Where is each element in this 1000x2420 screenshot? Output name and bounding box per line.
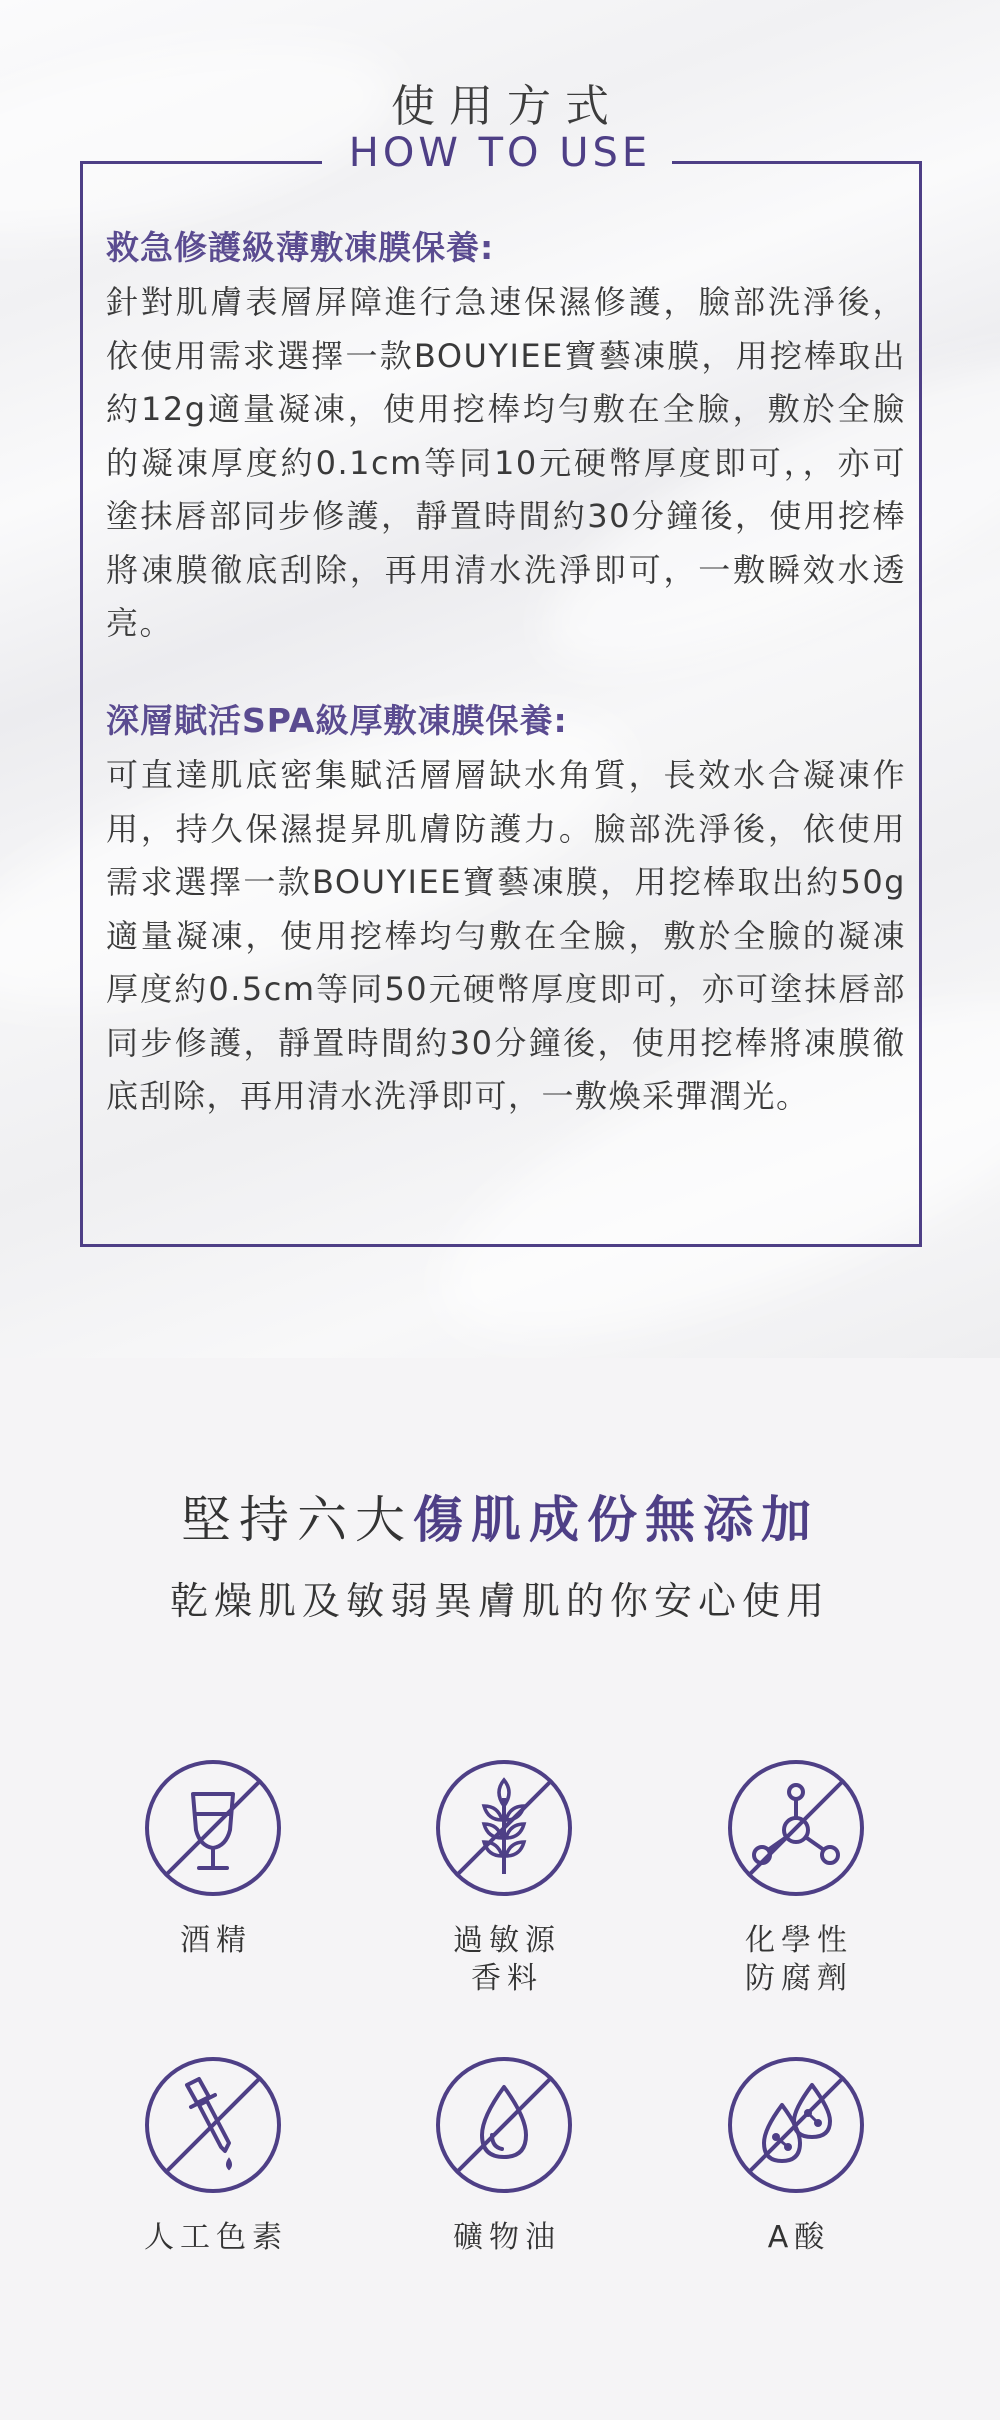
free-from-item-colorant <box>63 2055 363 2257</box>
oil-drop-icon <box>434 2055 574 2195</box>
free-from-headline <box>0 1480 1000 1552</box>
dropper-icon <box>143 2055 283 2195</box>
wine-glass-icon <box>143 1758 283 1898</box>
acid-drops-icon <box>726 2055 866 2195</box>
free-from-item-mineral-oil <box>354 2055 654 2257</box>
free-from-item-fragrance <box>354 1758 654 1998</box>
free-from-item-preservative <box>646 1758 946 1998</box>
step-text: 可直達肌底密集賦活層層缺水角質，長效水合凝凍作用，持久保濕提昇肌膚防護力。臉部洗淨後，依使用需求選擇一款BOUYIEE寶藝凍膜，用挖棒取出約50g適量凝凍，使用挖棒均勻敷在全臉，敷於全臉的凝凍厚度約0.5cm等同50元硬幣厚度即可，亦可塗抹唇部同步修護，靜置時間約30分鐘後，使用挖棒將凍膜徹底刮除，再用清水洗淨即可，一敷煥采彈潤光。 <box>106 756 906 1115</box>
free-from-label: 人工色素 <box>144 2220 288 2255</box>
step-thin-mask <box>106 220 906 651</box>
wheat-icon <box>434 1758 574 1898</box>
free-from-label: 酒精 <box>180 1923 252 1958</box>
free-from-label: A酸 <box>767 2220 831 2255</box>
step-title: 深層賦活SPA級厚敷凍膜保養: <box>106 701 568 740</box>
step-title: 救急修護級薄敷凍膜保養: <box>106 228 495 267</box>
free-from-subheadline: 乾燥肌及敏弱異膚肌的你安心使用 <box>169 1579 830 1623</box>
section-title-cn: 使用方式 <box>391 81 623 132</box>
headline-highlight: 傷肌成份無添加 <box>413 1491 819 1549</box>
free-from-item-alcohol <box>63 1758 363 1960</box>
free-from-item-retinoic-acid <box>646 2055 946 2257</box>
section-title-en: HOW TO USE <box>348 130 652 176</box>
step-thick-mask <box>106 693 906 1124</box>
step-text: 針對肌膚表層屏障進行急速保濕修護，臉部洗淨後，依使用需求選擇一款BOUYIEE寶藝凍膜，用挖棒取出約12g適量凝凍，使用挖棒均勻敷在全臉，敷於全臉的凝凍厚度約0.1cm等同10元硬幣厚度即可，，亦可塗抹唇部同步修護，靜置時間約30分鐘後，使用挖棒將凍膜徹底刮除，再用清水洗淨即可，一敷瞬效水透亮。 <box>106 283 906 642</box>
free-from-label: 過敏源 香料 <box>453 1923 561 1996</box>
free-from-label: 化學性 防腐劑 <box>745 1923 853 1996</box>
free-from-label: 礦物油 <box>453 2220 561 2255</box>
molecule-icon <box>726 1758 866 1898</box>
frame-top-left-line <box>80 161 322 164</box>
frame-top-right-line <box>672 161 922 164</box>
headline-plain: 堅持六大 <box>181 1491 413 1549</box>
